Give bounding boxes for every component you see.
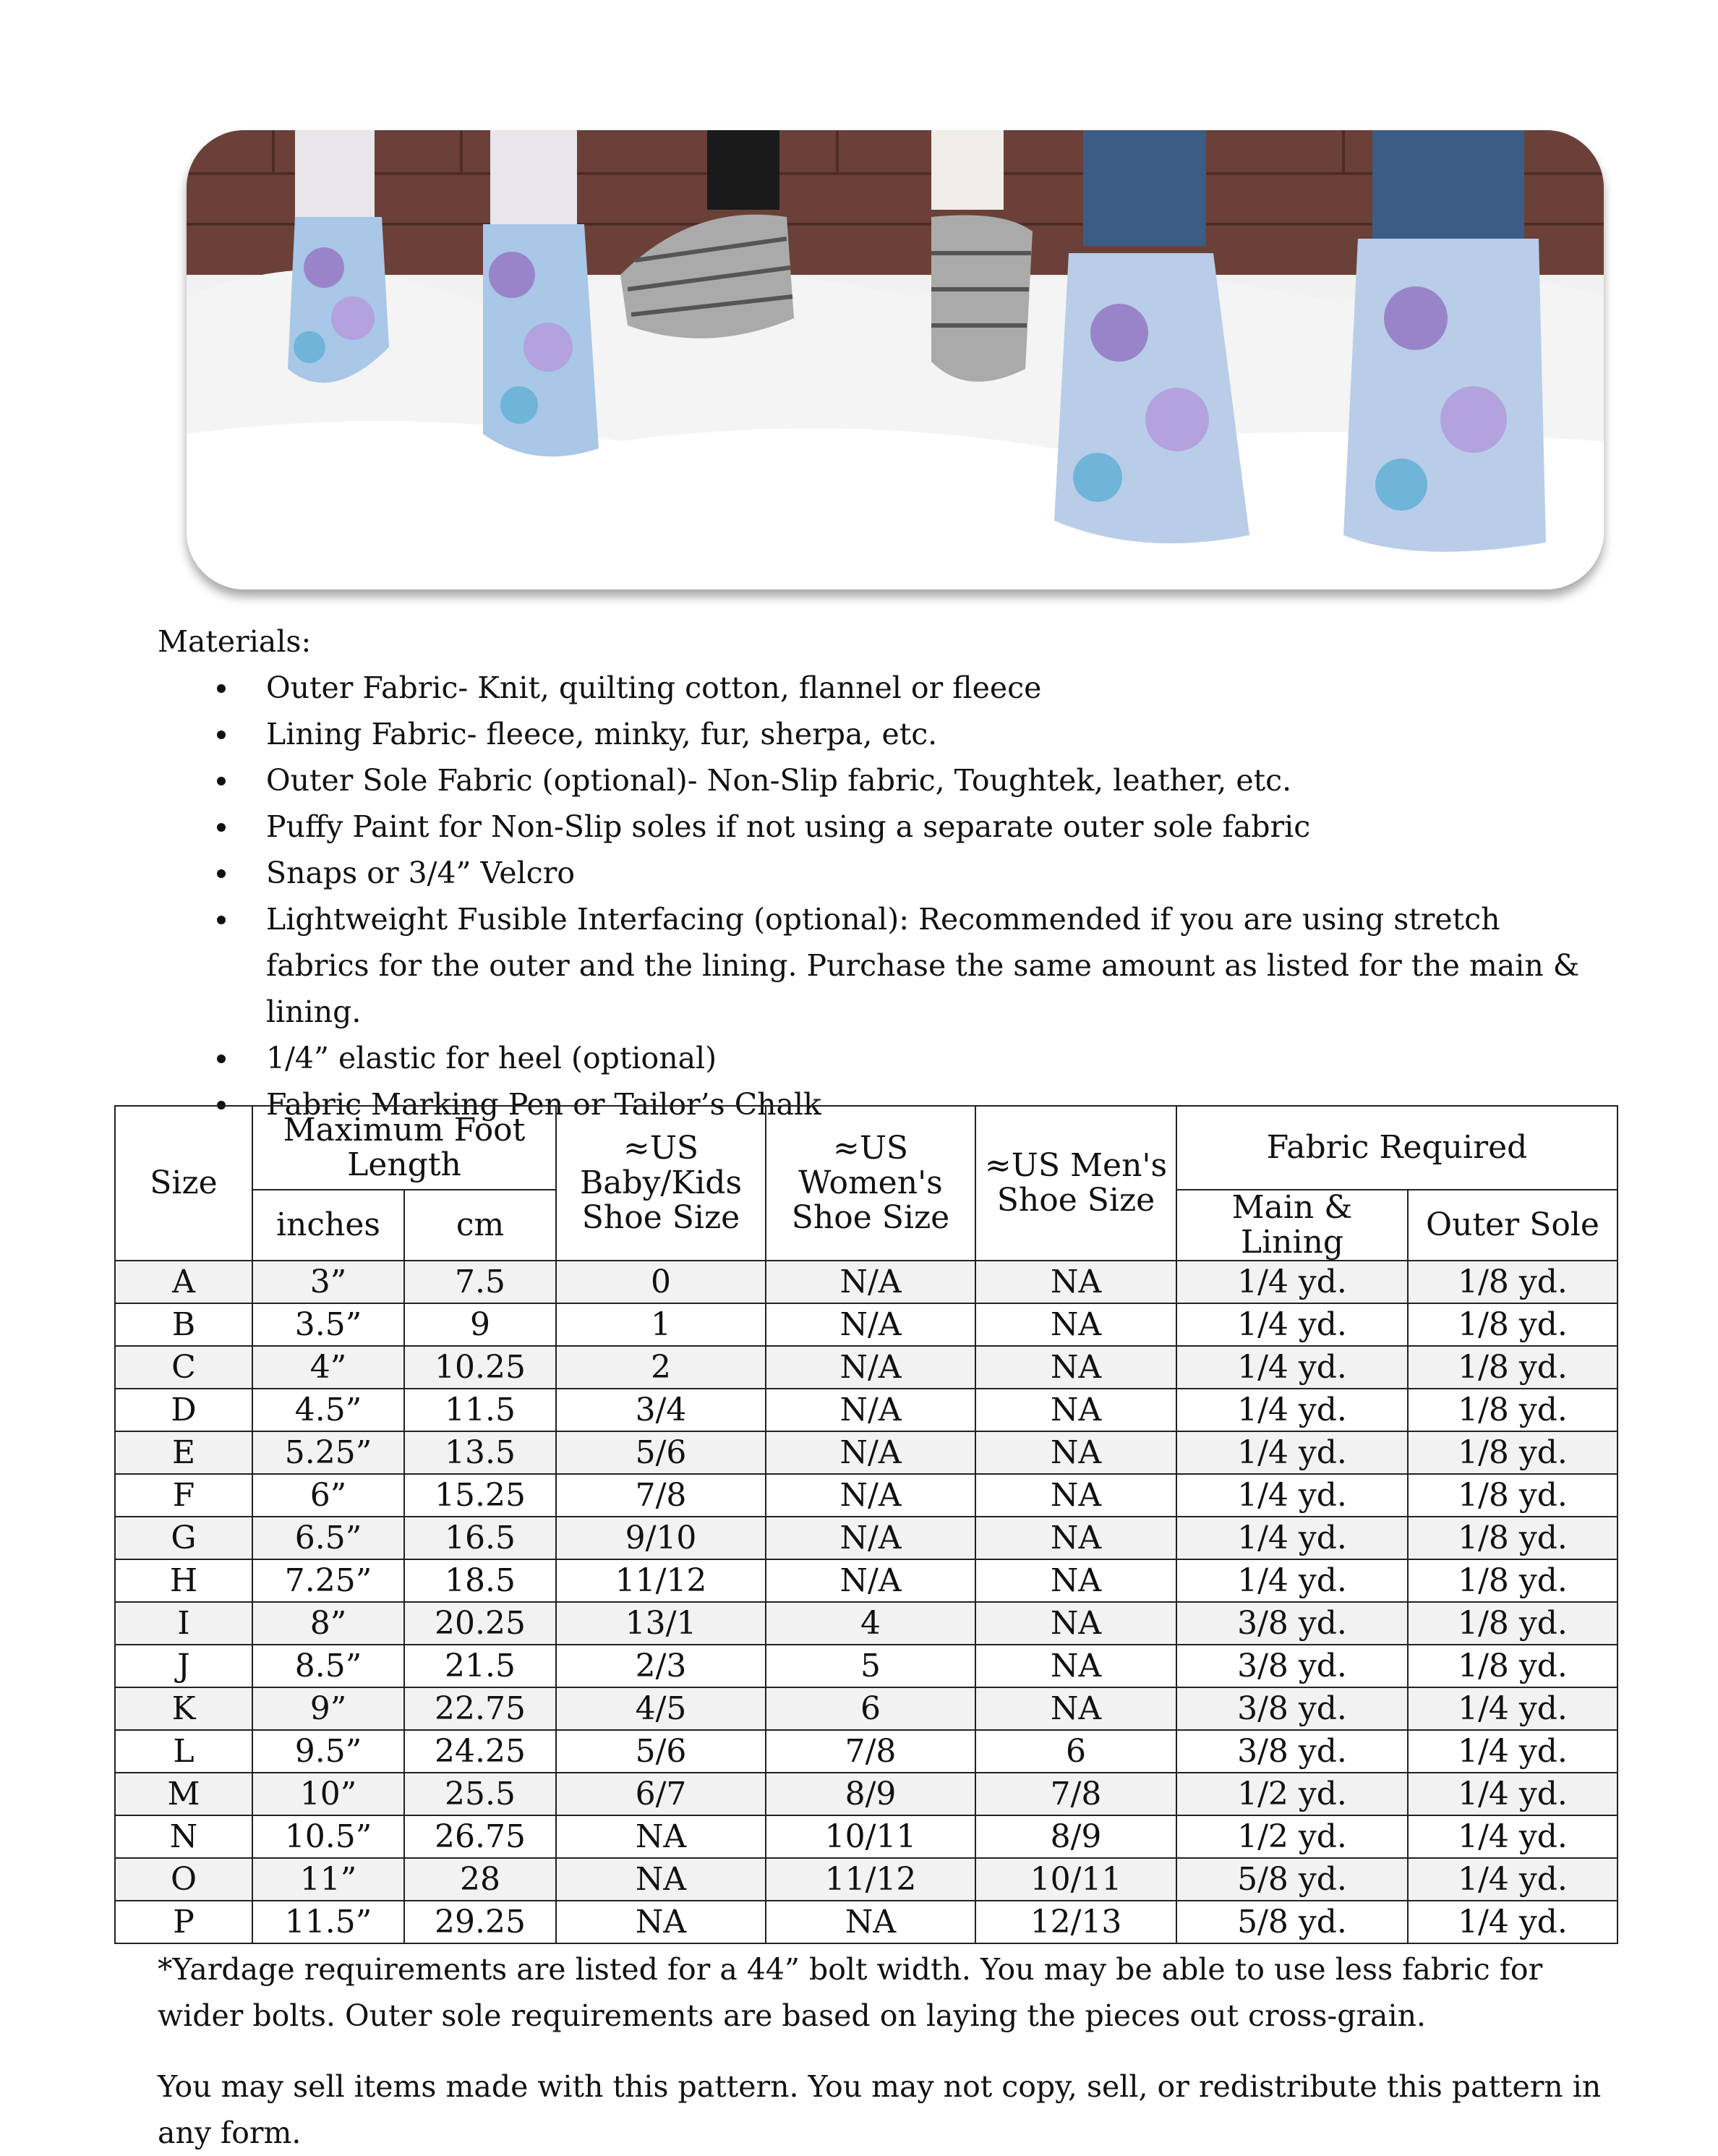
list-item: Fabric Marking Pen or Tailor’s Chalk xyxy=(266,1081,1604,1128)
cell-main-lining: 3/8 yd. xyxy=(1176,1645,1408,1687)
cell-baby-kids: NA xyxy=(556,1858,766,1901)
cell-outer-sole: 1/4 yd. xyxy=(1408,1687,1617,1730)
table-row xyxy=(115,1815,1617,1858)
cell-cm: 10.25 xyxy=(404,1346,556,1389)
slippers-photo xyxy=(187,130,1604,589)
cell-mens: NA xyxy=(975,1687,1176,1730)
cell-cm: 24.25 xyxy=(404,1730,556,1773)
table-row xyxy=(115,1687,1617,1730)
cell-main-lining: 1/4 yd. xyxy=(1176,1346,1408,1389)
cell-womens: N/A xyxy=(766,1303,975,1346)
cell-outer-sole: 1/8 yd. xyxy=(1408,1261,1617,1303)
cell-size: N xyxy=(115,1815,252,1858)
cell-womens: 10/11 xyxy=(766,1815,975,1858)
cell-mens: NA xyxy=(975,1431,1176,1474)
cell-size: I xyxy=(115,1602,252,1645)
table-row xyxy=(115,1517,1617,1559)
cell-outer-sole: 1/4 yd. xyxy=(1408,1815,1617,1858)
cell-cm: 15.25 xyxy=(404,1474,556,1517)
cell-main-lining: 5/8 yd. xyxy=(1176,1858,1408,1901)
table-row xyxy=(115,1303,1617,1346)
cell-size: P xyxy=(115,1901,252,1943)
list-item: Puffy Paint for Non-Slip soles if not using a separate outer sole fabric xyxy=(266,804,1604,850)
cell-womens: N/A xyxy=(766,1346,975,1389)
cell-cm: 22.75 xyxy=(404,1687,556,1730)
cell-outer-sole: 1/8 yd. xyxy=(1408,1346,1617,1389)
header-womens-size: ≈US Women's Shoe Size xyxy=(766,1106,975,1261)
cell-size: H xyxy=(115,1559,252,1602)
cell-mens: 7/8 xyxy=(975,1773,1176,1815)
cell-womens: N/A xyxy=(766,1517,975,1559)
cell-womens: N/A xyxy=(766,1474,975,1517)
header-foot-length: Maximum Foot Length xyxy=(252,1106,556,1190)
cell-baby-kids: NA xyxy=(556,1815,766,1858)
cell-inches: 6.5” xyxy=(252,1517,404,1559)
cell-main-lining: 5/8 yd. xyxy=(1176,1901,1408,1943)
cell-mens: 6 xyxy=(975,1730,1176,1773)
table-row xyxy=(115,1773,1617,1815)
cell-inches: 7.25” xyxy=(252,1559,404,1602)
cell-baby-kids: 4/5 xyxy=(556,1687,766,1730)
cell-size: B xyxy=(115,1303,252,1346)
table-row xyxy=(115,1858,1617,1901)
table-row xyxy=(115,1645,1617,1687)
cell-baby-kids: 0 xyxy=(556,1261,766,1303)
cell-mens: 10/11 xyxy=(975,1858,1176,1901)
cell-baby-kids: 13/1 xyxy=(556,1602,766,1645)
list-item: Outer Sole Fabric (optional)- Non-Slip fabric, Toughtek, leather, etc. xyxy=(266,757,1604,804)
cell-main-lining: 1/4 yd. xyxy=(1176,1431,1408,1474)
cell-size: K xyxy=(115,1687,252,1730)
cell-size: J xyxy=(115,1645,252,1687)
cell-cm: 21.5 xyxy=(404,1645,556,1687)
cell-main-lining: 1/4 yd. xyxy=(1176,1559,1408,1602)
cell-outer-sole: 1/8 yd. xyxy=(1408,1517,1617,1559)
cell-cm: 26.75 xyxy=(404,1815,556,1858)
cell-cm: 28 xyxy=(404,1858,556,1901)
cell-cm: 9 xyxy=(404,1303,556,1346)
table-row xyxy=(115,1559,1617,1602)
cell-size: O xyxy=(115,1858,252,1901)
header-size: Size xyxy=(115,1106,252,1261)
cell-mens: NA xyxy=(975,1389,1176,1431)
header-cm: cm xyxy=(404,1190,556,1261)
cell-inches: 8.5” xyxy=(252,1645,404,1687)
cell-mens: NA xyxy=(975,1602,1176,1645)
cell-main-lining: 3/8 yd. xyxy=(1176,1687,1408,1730)
cell-cm: 13.5 xyxy=(404,1431,556,1474)
yardage-note: *Yardage requirements are listed for a 44” bolt width. You may be able to use less fabric for wider bolts. Outer sole requirements are based on laying the pieces out cross-grain. xyxy=(158,1952,1543,2033)
cell-womens: 8/9 xyxy=(766,1773,975,1815)
cell-outer-sole: 1/8 yd. xyxy=(1408,1559,1617,1602)
cell-size: M xyxy=(115,1773,252,1815)
cell-outer-sole: 1/4 yd. xyxy=(1408,1901,1617,1943)
cell-main-lining: 3/8 yd. xyxy=(1176,1602,1408,1645)
list-item: Lining Fabric- fleece, minky, fur, sherpa, etc. xyxy=(266,711,1604,757)
cell-inches: 3” xyxy=(252,1261,404,1303)
cell-baby-kids: 2 xyxy=(556,1346,766,1389)
cell-size: D xyxy=(115,1389,252,1431)
cell-outer-sole: 1/4 yd. xyxy=(1408,1858,1617,1901)
cell-size: E xyxy=(115,1431,252,1474)
cell-cm: 29.25 xyxy=(404,1901,556,1943)
cell-main-lining: 1/4 yd. xyxy=(1176,1303,1408,1346)
cell-baby-kids: 6/7 xyxy=(556,1773,766,1815)
cell-main-lining: 1/4 yd. xyxy=(1176,1389,1408,1431)
cell-size: C xyxy=(115,1346,252,1389)
cell-inches: 10” xyxy=(252,1773,404,1815)
table-row xyxy=(115,1346,1617,1389)
cell-cm: 25.5 xyxy=(404,1773,556,1815)
table-row xyxy=(115,1261,1617,1303)
cell-inches: 11.5” xyxy=(252,1901,404,1943)
size-table-body xyxy=(115,1261,1617,1943)
cell-baby-kids: 9/10 xyxy=(556,1517,766,1559)
cell-mens: NA xyxy=(975,1645,1176,1687)
cell-outer-sole: 1/8 yd. xyxy=(1408,1602,1617,1645)
cell-baby-kids: 2/3 xyxy=(556,1645,766,1687)
cell-outer-sole: 1/8 yd. xyxy=(1408,1474,1617,1517)
cell-cm: 16.5 xyxy=(404,1517,556,1559)
cell-baby-kids: 11/12 xyxy=(556,1559,766,1602)
cell-main-lining: 1/4 yd. xyxy=(1176,1261,1408,1303)
cell-cm: 7.5 xyxy=(404,1261,556,1303)
cell-womens: N/A xyxy=(766,1559,975,1602)
cell-outer-sole: 1/8 yd. xyxy=(1408,1645,1617,1687)
table-row xyxy=(115,1602,1617,1645)
cell-inches: 9.5” xyxy=(252,1730,404,1773)
cell-inches: 10.5” xyxy=(252,1815,404,1858)
cell-mens: NA xyxy=(975,1346,1176,1389)
cell-baby-kids: 1 xyxy=(556,1303,766,1346)
table-row xyxy=(115,1431,1617,1474)
cell-womens: 7/8 xyxy=(766,1730,975,1773)
materials-heading: Materials: xyxy=(158,624,312,659)
table-row xyxy=(115,1901,1617,1943)
cell-cm: 11.5 xyxy=(404,1389,556,1431)
cell-cm: 20.25 xyxy=(404,1602,556,1645)
cell-mens: 8/9 xyxy=(975,1815,1176,1858)
cell-mens: NA xyxy=(975,1559,1176,1602)
cell-womens: 4 xyxy=(766,1602,975,1645)
cell-size: F xyxy=(115,1474,252,1517)
cell-outer-sole: 1/8 yd. xyxy=(1408,1303,1617,1346)
cell-mens: NA xyxy=(975,1261,1176,1303)
materials-section xyxy=(158,618,1604,1128)
cell-womens: N/A xyxy=(766,1389,975,1431)
cell-outer-sole: 1/4 yd. xyxy=(1408,1773,1617,1815)
list-item: 1/4” elastic for heel (optional) xyxy=(266,1035,1604,1081)
header-inches: inches xyxy=(252,1190,404,1261)
cell-main-lining: 3/8 yd. xyxy=(1176,1730,1408,1773)
cell-size: G xyxy=(115,1517,252,1559)
cell-inches: 9” xyxy=(252,1687,404,1730)
cell-inches: 5.25” xyxy=(252,1431,404,1474)
cell-womens: 11/12 xyxy=(766,1858,975,1901)
cell-womens: NA xyxy=(766,1901,975,1943)
cell-inches: 8” xyxy=(252,1602,404,1645)
cell-baby-kids: 3/4 xyxy=(556,1389,766,1431)
cell-inches: 6” xyxy=(252,1474,404,1517)
cell-outer-sole: 1/8 yd. xyxy=(1408,1431,1617,1474)
cell-inches: 4” xyxy=(252,1346,404,1389)
materials-list xyxy=(158,665,1604,1128)
cell-mens: NA xyxy=(975,1303,1176,1346)
table-row xyxy=(115,1730,1617,1773)
header-fabric-required: Fabric Required xyxy=(1176,1106,1617,1190)
cell-baby-kids: 5/6 xyxy=(556,1431,766,1474)
cell-size: A xyxy=(115,1261,252,1303)
cell-baby-kids: NA xyxy=(556,1901,766,1943)
slippers-photo-art xyxy=(187,130,1604,589)
selling-terms: You may sell items made with this pattern. You may not copy, sell, or redistribute this pattern in any form. xyxy=(158,2069,1602,2150)
table-row xyxy=(115,1474,1617,1517)
list-item: Lightweight Fusible Interfacing (optional): Recommended if you are using stretch fabrics for the outer and the lining. Purchase the same amount as listed for the main & lining. xyxy=(266,896,1604,1035)
header-outer-sole: Outer Sole xyxy=(1408,1190,1617,1261)
header-mens-size: ≈US Men's Shoe Size xyxy=(975,1106,1176,1261)
cell-cm: 18.5 xyxy=(404,1559,556,1602)
cell-inches: 4.5” xyxy=(252,1389,404,1431)
cell-main-lining: 1/2 yd. xyxy=(1176,1773,1408,1815)
cell-womens: N/A xyxy=(766,1431,975,1474)
cell-size: L xyxy=(115,1730,252,1773)
cell-mens: NA xyxy=(975,1474,1176,1517)
cell-mens: NA xyxy=(975,1517,1176,1559)
cell-main-lining: 1/4 yd. xyxy=(1176,1517,1408,1559)
size-table xyxy=(114,1105,1618,1944)
cell-inches: 3.5” xyxy=(252,1303,404,1346)
cell-womens: 5 xyxy=(766,1645,975,1687)
cell-womens: 6 xyxy=(766,1687,975,1730)
header-main-lining: Main & Lining xyxy=(1176,1190,1408,1261)
cell-mens: 12/13 xyxy=(975,1901,1176,1943)
table-row xyxy=(115,1389,1617,1431)
cell-outer-sole: 1/4 yd. xyxy=(1408,1730,1617,1773)
cell-baby-kids: 7/8 xyxy=(556,1474,766,1517)
header-baby-kids-size: ≈US Baby/Kids Shoe Size xyxy=(556,1106,766,1261)
cell-womens: N/A xyxy=(766,1261,975,1303)
cell-main-lining: 1/2 yd. xyxy=(1176,1815,1408,1858)
list-item: Outer Fabric- Knit, quilting cotton, flannel or fleece xyxy=(266,665,1604,711)
list-item: Snaps or 3/4” Velcro xyxy=(266,850,1604,896)
cell-baby-kids: 5/6 xyxy=(556,1730,766,1773)
cell-outer-sole: 1/8 yd. xyxy=(1408,1389,1617,1431)
cell-inches: 11” xyxy=(252,1858,404,1901)
cell-main-lining: 1/4 yd. xyxy=(1176,1474,1408,1517)
